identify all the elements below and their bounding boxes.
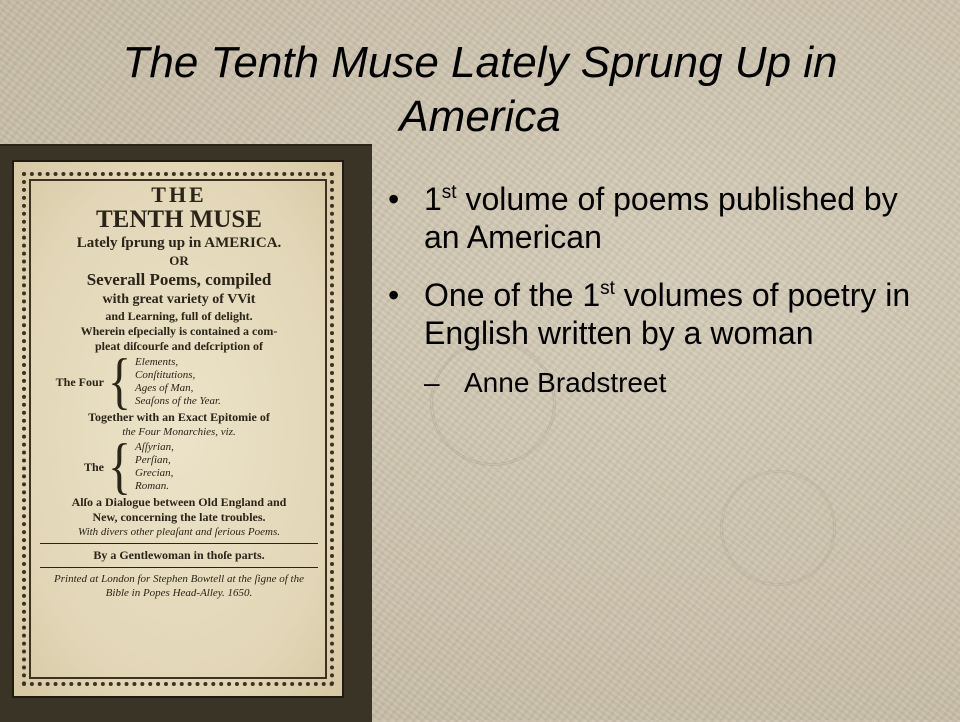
print-line: By a Gentlewoman in thoſe parts.: [93, 548, 265, 562]
brace-item: Grecian,: [135, 467, 174, 479]
print-line: Bible in Popes Head-Alley. 1650.: [105, 587, 253, 599]
print-line: TENTH MUSE: [95, 206, 262, 233]
bullet-item: [384, 180, 924, 256]
print-rule: [40, 567, 318, 568]
slide-title: The Tenth Muse Lately Sprung Up in America: [122, 38, 838, 141]
print-line: Severall Poems, compiled: [86, 270, 272, 289]
ordinal-suffix: st: [600, 278, 615, 299]
print-line: OR: [169, 253, 189, 268]
brace-item: Elements,: [135, 356, 179, 368]
print-line: New, concerning the late troubles.: [92, 510, 266, 524]
brace-label: The: [83, 459, 104, 474]
brace-item: Ages of Man,: [135, 382, 194, 394]
print-line: Together with an Exact Epitomie of: [88, 410, 270, 424]
brace-list: [135, 441, 174, 493]
brace-icon: {: [108, 346, 132, 416]
brace-list: [135, 356, 221, 408]
bullet-item: [384, 276, 924, 352]
bullet-text: volumes of poetry in English written by a woman: [424, 277, 911, 351]
bullet-marker: •: [388, 181, 400, 217]
book-title-page: [14, 162, 342, 696]
print-line: THE: [151, 182, 207, 207]
watermark-stamp: [720, 470, 836, 586]
brace-item: Perſian,: [135, 454, 171, 466]
print-line: the Four Monarchies, viz.: [122, 426, 236, 438]
brace-label: The Four: [55, 374, 104, 389]
brace-icon: {: [108, 431, 132, 501]
print-rule: [40, 543, 318, 544]
bullet-text: 1: [424, 181, 442, 217]
print-line: and Learning, full of delight.: [105, 309, 253, 323]
printed-text: [34, 184, 324, 600]
title-page-image: [0, 144, 372, 722]
print-line: Alſo a Dialogue between Old England and: [71, 495, 287, 509]
bullet-text: One of the 1: [424, 277, 601, 313]
brace-item: Conſtitutions,: [135, 369, 196, 381]
bullet-marker: •: [388, 277, 400, 313]
print-line: with great variety of VVit: [102, 292, 256, 307]
sub-bullet-text: Anne Bradstreet: [464, 367, 667, 398]
print-line: Printed at London for Stephen Bowtell at the ſigne of the: [54, 573, 304, 585]
bullet-list: [384, 180, 924, 400]
print-line: pleat diſcourſe and deſcription of: [95, 339, 263, 353]
print-line: Wherein eſpecially is contained a com-: [80, 324, 278, 338]
brace-item: Aſſyrian,: [135, 441, 174, 453]
brace-item: Roman.: [135, 480, 169, 492]
print-line: With divers other pleaſant and ſerious Poems.: [78, 526, 280, 538]
ordinal-suffix: st: [441, 182, 457, 203]
sub-bullet-item: [384, 366, 924, 400]
bullet-text: volume of poems published by an American: [424, 181, 898, 255]
sub-bullet-marker: –: [424, 367, 440, 398]
brace-item: Seaſons of the Year.: [135, 395, 221, 407]
print-line: Lately ſprung up in AMERICA.: [76, 235, 282, 251]
